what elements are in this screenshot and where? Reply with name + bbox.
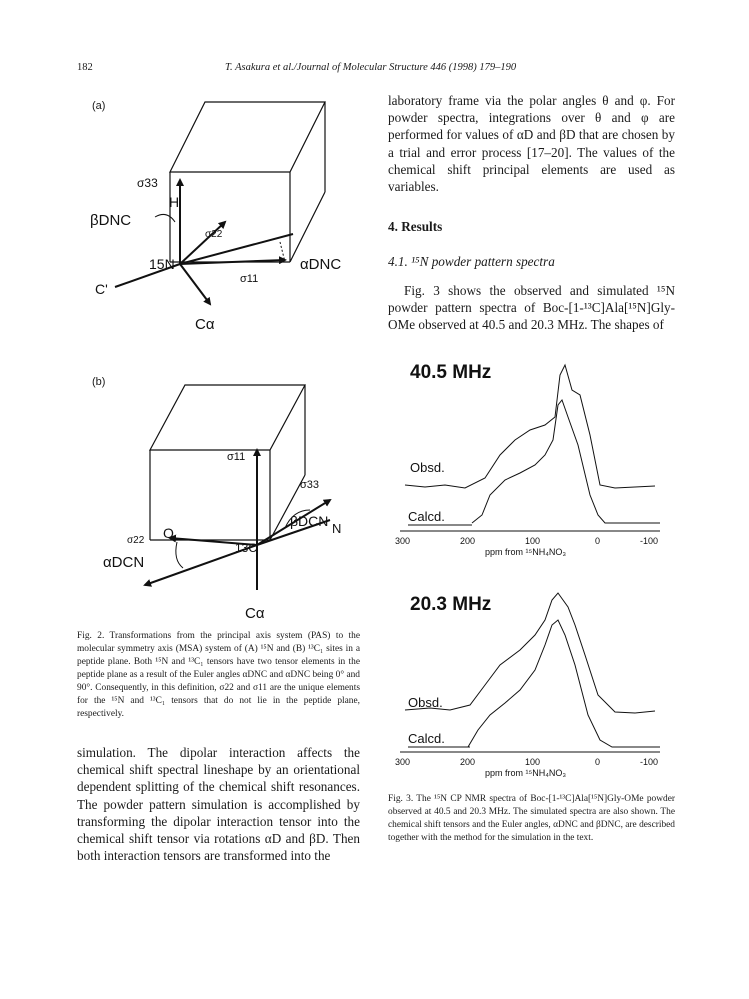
b-sigma11: σ11: [227, 451, 246, 463]
b-o: O: [163, 525, 174, 541]
b-n: N: [332, 521, 342, 536]
results-paragraph: Fig. 3 shows the observed and simulated ¹⁵N powder pattern spectra of Boc-[1-¹³C]Ala[¹⁵N]Gly-OMe observed at 40.5 and 20.3 MHz. The shapes of: [388, 283, 675, 333]
fig3-caption: Fig. 3. The ¹⁵N CP NMR spectra of Boc-[1-¹³C]Ala[¹⁵N]Gly-OMe powder observed at 40.5 and 20.3 MHz. The simulated spectra are also shown. The chemical shift tensors and the Euler angles, αDNC and βDNC, are described together with the method for the simulation in the text.: [388, 794, 675, 843]
a-h: H: [169, 194, 180, 210]
running-title: T. Asakura et al./Journal of Molecular Structure 446 (1998) 179–190: [225, 62, 517, 73]
top-tick-4: -100: [640, 536, 659, 546]
bottom-tick-4: -100: [640, 757, 659, 767]
bottom-tick-1: 200: [460, 757, 476, 767]
b-c13: 13C: [235, 541, 258, 555]
b-sigma22: σ22: [127, 535, 145, 546]
fig2b-diagram: [75, 380, 370, 630]
bottom-axis-ticks: [395, 757, 658, 767]
top-axis-label: ppm from ¹⁵NH₄NO₃: [485, 547, 567, 557]
panel-a-label: (a): [92, 100, 106, 112]
right-intro-paragraph: laboratory frame via the polar angles θ and φ. For powder spectra, integrations over θ and φ are performed for values of αD and βD that are chosen by a trial and error process [17–20]. The values of the chemical shift principal elements are used as variables.: [388, 93, 675, 195]
bottom-axis-label: ppm from ¹⁵NH₄NO₃: [485, 768, 567, 778]
a-calpha: Cα: [195, 316, 215, 333]
top-calcd-label: Calcd.: [408, 509, 445, 524]
bottom-tick-2: 100: [525, 757, 541, 767]
b-sigma33: σ33: [300, 479, 320, 491]
fig2-caption: Fig. 2. Transformations from the principal axis system (PAS) to the molecular symmetry axis (MSA) system of (A) ¹⁵N and (B) ¹³C₁ sites in a peptide plane. Both ¹⁵N and ¹³C₁ tensors have two tensor elements in the peptide plane as a result of the Euler angles αDNC and αDNC being 0° and 90°. Consequently, in this definition, σ22 and σ11 are the unique elements for the ¹⁵N and ¹³C₁ tensors that do not lie in the peptide plane, respectively.: [77, 631, 360, 719]
bottom-calcd-label: Calcd.: [408, 731, 445, 746]
bottom-tick-0: 300: [395, 757, 411, 767]
a-cprime: C': [95, 281, 108, 297]
fig2a-diagram: [75, 92, 370, 342]
top-axis-ticks: [395, 536, 658, 546]
b-calpha: Cα: [245, 605, 265, 622]
a-sigma22: σ22: [205, 229, 223, 240]
a-sigma33: σ33: [137, 176, 158, 190]
top-tick-0: 300: [395, 536, 411, 546]
a-alpha: αDNC: [300, 256, 342, 273]
top-obsd-label: Obsd.: [410, 460, 445, 475]
subsection-heading: 4.1. ¹⁵N powder pattern spectra: [388, 254, 555, 269]
top-tick-1: 200: [460, 536, 476, 546]
b-alpha: αDCN: [103, 554, 145, 571]
top-tick-2: 100: [525, 536, 541, 546]
a-sigma11: σ11: [240, 273, 259, 285]
b-beta: βDCN: [290, 513, 329, 529]
page-number: 182: [77, 62, 93, 73]
panel-b-label: (b): [92, 376, 106, 388]
bottom-obsd-label: Obsd.: [408, 695, 443, 710]
section-heading: 4. Results: [388, 219, 443, 234]
bottom-title: 20.3 MHz: [410, 594, 492, 615]
a-beta: βDNC: [90, 212, 132, 229]
a-n15: 15N: [149, 256, 175, 272]
left-body-paragraph: simulation. The dipolar interaction affects the chemical shift spectral lineshape by an orientational dependent splitting of the chemical shift resonances. The powder pattern simulation is accomplished by transforming the dipolar interaction tensor into the chemical shift tensor via rotations αD and βD. Then both interaction tensors are transformed into the: [77, 745, 360, 864]
top-tick-3: 0: [595, 536, 601, 546]
bottom-tick-3: 0: [595, 757, 601, 767]
fig3-spectra: [390, 345, 675, 790]
top-title: 40.5 MHz: [410, 362, 492, 383]
